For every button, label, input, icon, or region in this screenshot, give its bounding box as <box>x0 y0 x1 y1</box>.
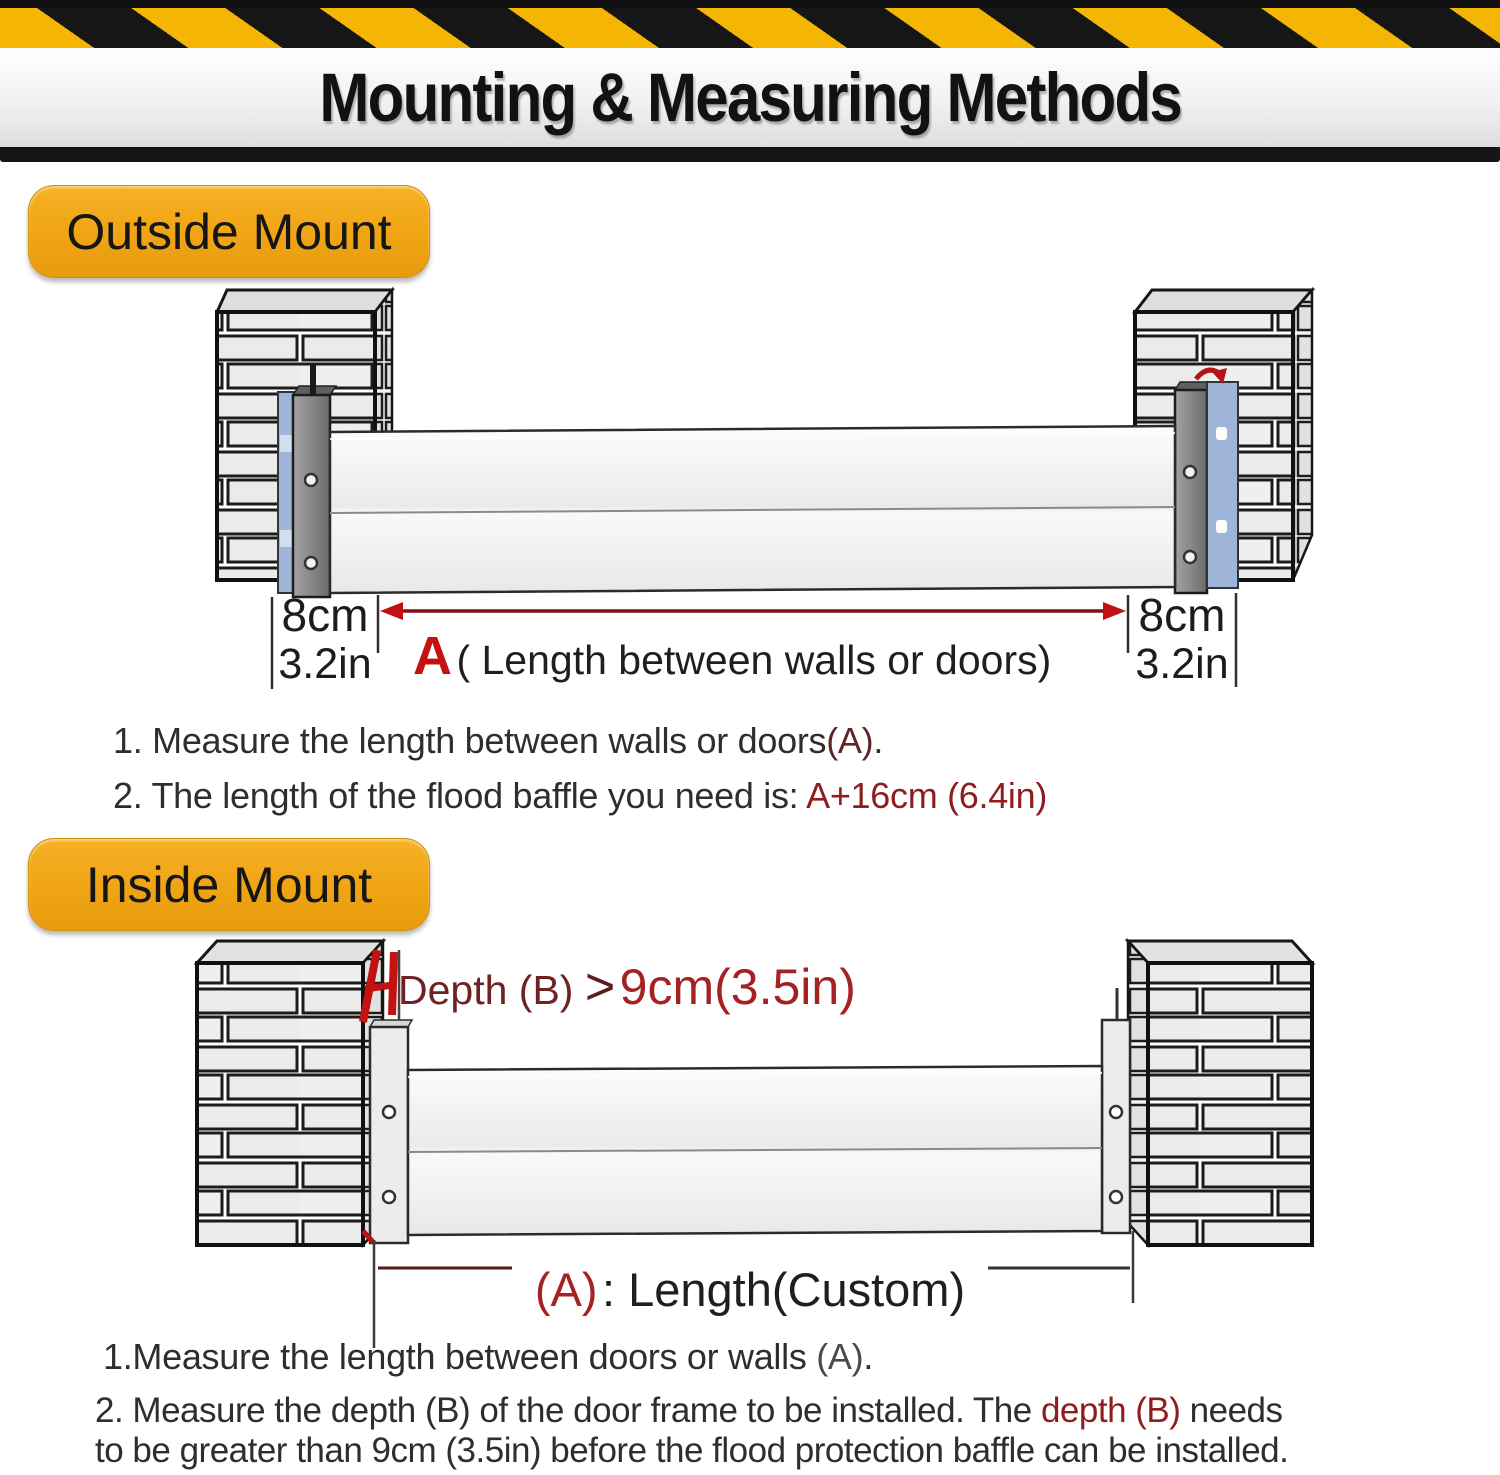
flood-baffle-panel <box>408 1066 1102 1235</box>
screw-hole <box>383 1106 395 1118</box>
right-offset-cm: 8cm <box>1138 589 1226 641</box>
outside-mount-diagram <box>0 275 1500 705</box>
screw-hole <box>1184 551 1196 563</box>
inside-mount-diagram <box>0 928 1500 1353</box>
hazard-stripe-banner <box>0 8 1500 48</box>
right-seal-strip <box>1207 382 1238 588</box>
left-offset-cm: 8cm <box>281 589 369 641</box>
bracket-pin <box>310 365 316 395</box>
left-seal-strip <box>278 392 294 593</box>
inside-mount-badge-label: Inside Mount <box>85 856 373 913</box>
title-band <box>0 48 1500 147</box>
inside-step-2-line-1: 2. Measure the depth (B) of the door frame to be installed. The depth (B) needs <box>95 1391 1283 1430</box>
left-mounting-channel <box>363 1020 412 1243</box>
outside-step-1: 1. Measure the length between walls or doors(A). <box>113 720 884 761</box>
dimension-marks <box>272 589 1236 689</box>
screw-hole <box>305 557 317 569</box>
screw-hole <box>1110 1106 1122 1118</box>
inside-step-2-line-2: to be greater than 9cm (3.5in) before the flood protection baffle can be installed. <box>95 1431 1289 1470</box>
right-offset-in: 3.2in <box>1135 640 1229 688</box>
outside-mount-badge-label: Outside Mount <box>66 203 392 260</box>
right-brick-pillar <box>1128 941 1312 1245</box>
screw-hole <box>305 474 317 486</box>
left-offset-in: 3.2in <box>278 640 372 688</box>
title-underline-bar <box>0 147 1500 162</box>
length-custom-label: (A) : Length(Custom) <box>534 1263 966 1316</box>
length-a-label: A ( Length between walls or doors) <box>413 626 1052 686</box>
page-title: Mounting & Measuring Methods <box>319 59 1181 136</box>
outside-step-2: 2. The length of the flood baffle you need is: A+16cm (6.4in) <box>113 775 1048 816</box>
top-border-bar <box>0 0 1500 8</box>
flood-baffle-panel <box>330 426 1175 593</box>
dimension-marks <box>374 1231 1133 1348</box>
right-mounting-channel <box>1102 988 1130 1233</box>
inside-step-1: 1.Measure the length between doors or walls (A). <box>103 1336 874 1377</box>
left-brick-pillar <box>197 941 383 1245</box>
screw-hole <box>1110 1191 1122 1203</box>
depth-b-label: Depth (B) > 9cm(3.5in) <box>398 958 856 1016</box>
outside-mount-badge <box>28 185 430 278</box>
screw-hole <box>1184 466 1196 478</box>
length-dimension-arrow-icon <box>380 602 1126 620</box>
inside-mount-badge <box>28 838 430 931</box>
screw-hole <box>383 1191 395 1203</box>
